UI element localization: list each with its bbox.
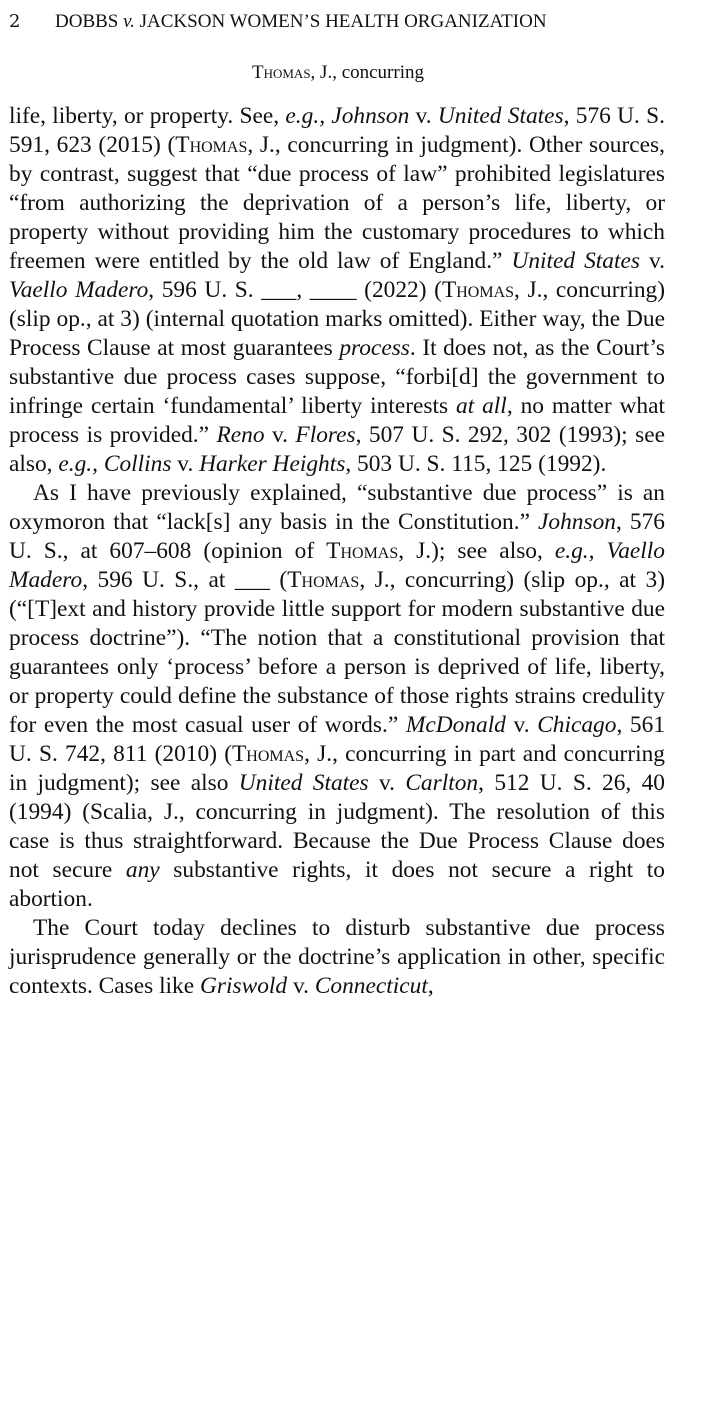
small-caps-text: Thomas (232, 741, 305, 767)
case-title-pre: DOBBS (55, 11, 124, 32)
text-segment: , 561 U. S. 742, 811 (2010) ( (9, 712, 666, 767)
italic-text: at all (456, 393, 507, 419)
text-segment: v. (639, 248, 665, 274)
case-title-post: JACKSON WOMEN’S HEALTH ORGANIZATION (134, 11, 547, 32)
italic-text: Vaello Madero (9, 277, 149, 303)
italic-text: United States (511, 248, 640, 274)
small-caps-text: Thomas (326, 538, 399, 564)
text-segment: As I have previously explained, “substantive due process” is an oxymoron that “lack[s] any basis in the Constitution.” (9, 480, 665, 535)
italic-text: United States (238, 770, 369, 796)
opinion-type: , J., concurring (310, 62, 424, 83)
italic-text: Carlton (405, 770, 479, 796)
text-segment: , 576 U. S., at 607–608 (opinion of (9, 509, 666, 564)
text-segment: . It does not, as the Court’s substantive due process cases suppose, “forbi[d] the government to infringe certain ‘fundamental’ liberty interests (9, 335, 665, 419)
italic-text: Harker Heights (199, 451, 346, 477)
text-segment: , (427, 973, 434, 999)
italic-text: Reno (216, 422, 265, 448)
italic-text: McDonald (405, 712, 506, 738)
paragraph (9, 102, 665, 479)
text-segment: , no matter what process is provided.” (9, 393, 666, 448)
opinion-body (9, 102, 665, 1001)
text-segment: , 503 U. S. 115, 125 (1992). (345, 451, 607, 477)
text-segment: , 576 U. S. 591, 623 (2015) ( (9, 103, 665, 158)
italic-text: process (339, 335, 410, 361)
italic-text: United States (437, 103, 564, 129)
opinion-label (0, 62, 676, 84)
italic-text: e.g., Collins (58, 451, 172, 477)
small-caps-text: Thomas (287, 567, 360, 593)
text-segment: , J., concurring) (slip op., at 3) (“[T]ext and history provide little support for modern substantive due process doctrine”). “The notion that a constitutional provision that guarantees only ‘process’ before a person is deprived of life, liberty, or property could define the substance of those rights strains credulity for even the most casual user of words.” (9, 567, 665, 738)
italic-text: Griswold (200, 973, 288, 999)
text-segment: , 596 U. S., at ___ ( (82, 567, 288, 593)
italic-text: Chicago (537, 712, 617, 738)
text-segment: v. (264, 422, 296, 448)
text-segment: v. (171, 451, 200, 477)
text-segment: v. (368, 770, 406, 796)
text-segment: v. (409, 103, 438, 129)
page-number: 2 (9, 11, 21, 32)
text-segment: , 596 U. S. ___, ____ (2022) ( (148, 277, 442, 303)
opinion-author: Thomas (251, 62, 311, 83)
italic-text: Johnson (538, 509, 616, 535)
case-title (55, 11, 547, 32)
text-segment: life, liberty, or property. See, (9, 103, 286, 129)
text-segment: , 507 U. S. 292, 302 (1993); see also, (9, 422, 665, 477)
paragraph (9, 479, 665, 914)
paragraph (9, 914, 665, 1001)
text-segment: , 512 U. S. 26, 40 (1994) (Scalia, J., concurring in judgment). The resolution of this case is thus straightforward. Because the Due Process Clause does not secure (9, 770, 665, 883)
case-title-v: v. (123, 11, 135, 32)
text-segment: substantive rights, it does not secure a right to abortion. (9, 857, 665, 912)
italic-text: e.g., Vaello Madero (9, 538, 665, 593)
running-head (9, 11, 669, 33)
text-segment: The Court today declines to disturb substantive due process jurisprudence generally or the doctrine’s application in other, specific contexts. Cases like (9, 915, 665, 999)
small-caps-text: Thomas (441, 277, 515, 303)
italic-text: Flores (295, 422, 356, 448)
italic-text: any (125, 857, 160, 883)
text-segment: , J., concurring in part and concurring in judgment); see also (9, 741, 666, 796)
text-segment: v. (505, 712, 538, 738)
text-segment: , J.); see also, (398, 538, 555, 564)
italic-text: Connecticut (314, 973, 428, 999)
italic-text: e.g., Johnson (285, 103, 410, 129)
text-segment: , J., concurring) (slip op., at 3) (internal quotation marks omitted). Either way, the Due Process Clause at most guarantees (9, 277, 666, 361)
text-segment: , J., concurring in judgment). Other sources, by contrast, suggest that “due process of law” prohibited legislatures “from authorizing the deprivation of a person’s life, liberty, or property without providing him the customary procedures to which freemen were entitled by the old law of England.” (9, 132, 665, 274)
text-segment: v. (287, 973, 315, 999)
small-caps-text: Thomas (175, 132, 248, 158)
